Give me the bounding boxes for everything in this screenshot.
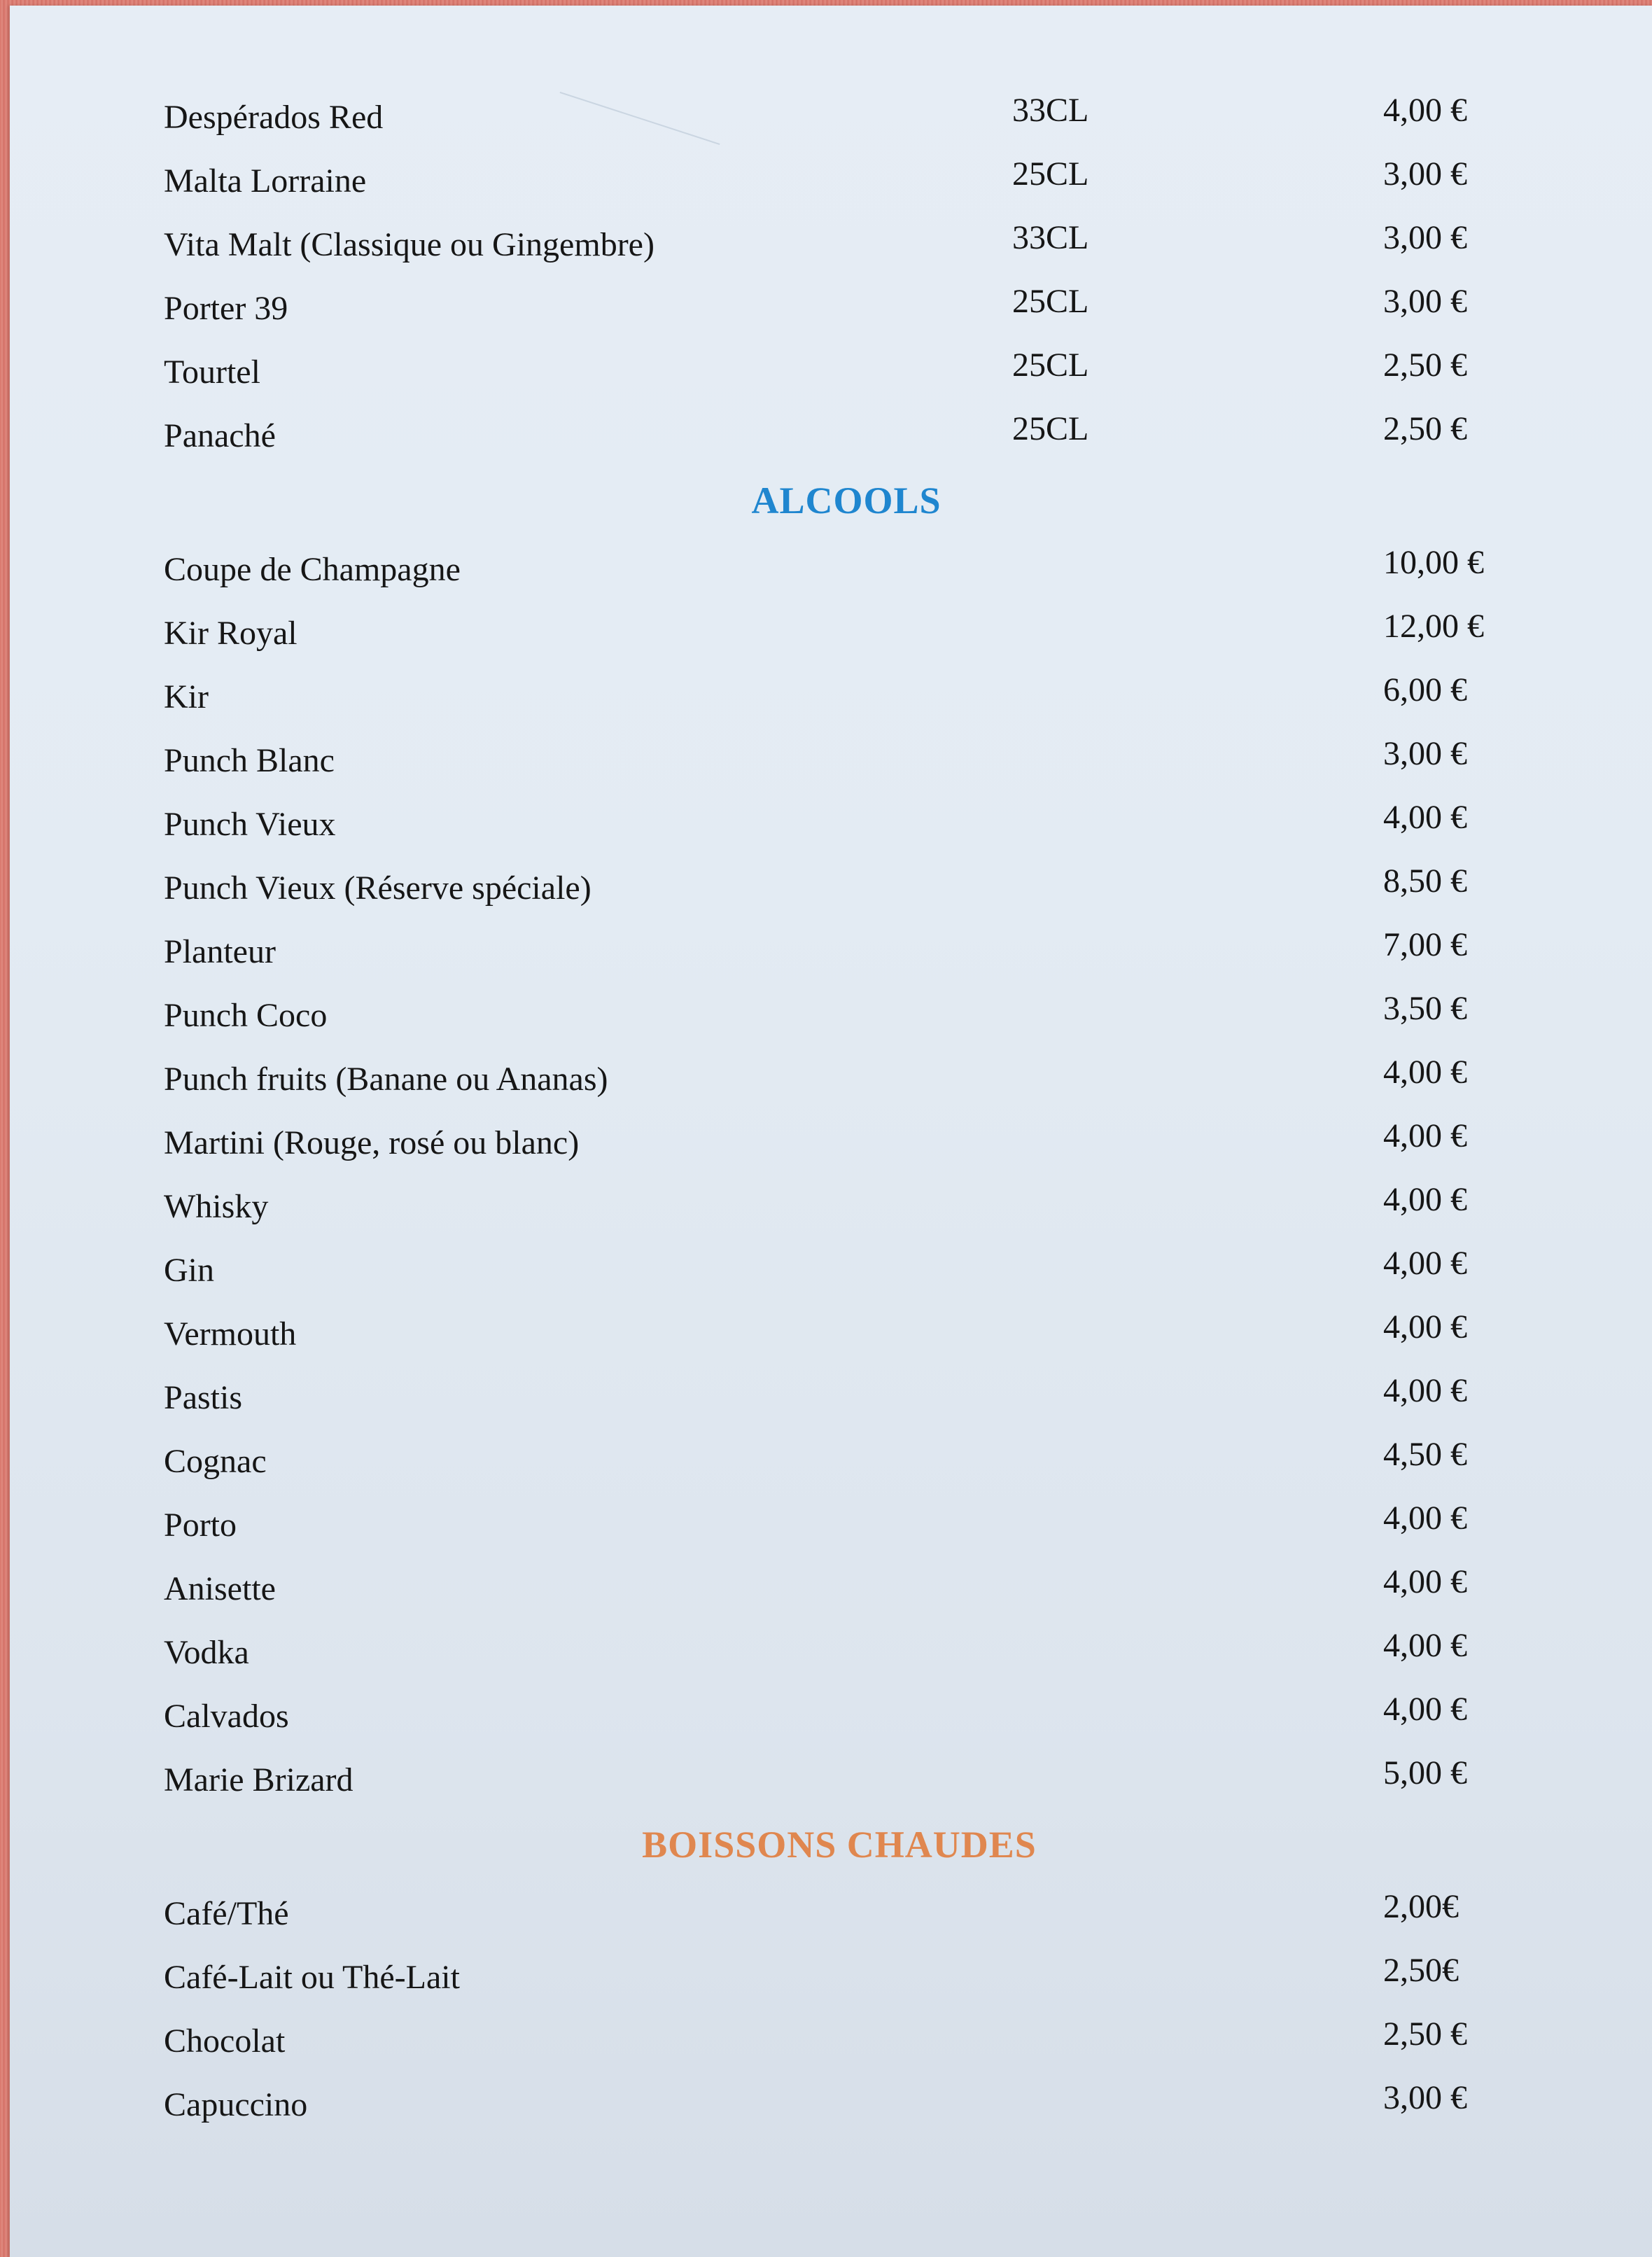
item-price: 4,00 € — [1383, 1691, 1467, 1728]
item-size: 25CL — [1012, 155, 1089, 193]
item-name: Café-Lait ou Thé-Lait — [164, 1959, 460, 1996]
item-name: Vermouth — [164, 1315, 297, 1353]
item-name: Porto — [164, 1507, 237, 1544]
menu-item — [164, 2012, 1508, 2076]
menu-item — [164, 1948, 1508, 2012]
item-price: 2,50 € — [1383, 347, 1467, 384]
item-name: Pastis — [164, 1379, 243, 1416]
item-price: 5,00 € — [1383, 1754, 1467, 1791]
item-price: 3,00 € — [1383, 735, 1467, 772]
boissons-chaudes-list — [164, 1885, 1508, 2139]
item-price: 6,00 € — [1383, 671, 1467, 708]
menu-item — [164, 604, 1508, 668]
item-name: Punch Blanc — [164, 742, 335, 779]
item-name: Cognac — [164, 1443, 267, 1480]
item-name: Kir Royal — [164, 615, 298, 652]
item-price: 4,00 € — [1383, 1627, 1467, 1664]
item-name: Malta Lorraine — [164, 162, 367, 200]
item-name: Marie Brizard — [164, 1761, 354, 1798]
beer-list — [164, 88, 1508, 470]
item-price: 4,00 € — [1383, 1245, 1467, 1282]
item-price: 4,00 € — [1383, 1372, 1467, 1409]
item-price: 3,00 € — [1383, 2079, 1467, 2116]
item-price: 12,00 € — [1383, 608, 1484, 645]
item-name: Coupe de Champagne — [164, 551, 461, 588]
item-name: Punch Vieux — [164, 806, 336, 843]
item-name: Vita Malt (Classique ou Gingembre) — [164, 226, 654, 263]
alcools-list — [164, 540, 1508, 1815]
item-name: Chocolat — [164, 2022, 286, 2060]
item-size: 25CL — [1012, 347, 1089, 384]
item-price: 2,50 € — [1383, 2015, 1467, 2053]
item-price: 4,50 € — [1383, 1436, 1467, 1473]
item-name: Punch Vieux (Réserve spéciale) — [164, 869, 592, 907]
menu-item — [164, 1623, 1508, 1687]
menu-item — [164, 1496, 1508, 1560]
item-size: 33CL — [1012, 219, 1089, 256]
menu-item — [164, 1178, 1508, 1241]
menu-item — [164, 2076, 1508, 2139]
menu-item — [164, 1560, 1508, 1623]
item-name: Tourtel — [164, 354, 260, 391]
menu-sheet — [10, 6, 1652, 2257]
item-price: 8,50 € — [1383, 862, 1467, 900]
item-price: 7,00 € — [1383, 926, 1467, 963]
item-price: 3,00 € — [1383, 283, 1467, 320]
item-price: 4,00 € — [1383, 1117, 1467, 1154]
menu-item — [164, 1432, 1508, 1496]
item-name: Martini (Rouge, rosé ou blanc) — [164, 1124, 580, 1161]
item-name: Punch Coco — [164, 997, 328, 1034]
item-size: 25CL — [1012, 283, 1089, 320]
item-size: 25CL — [1012, 410, 1089, 447]
item-price: 4,00 € — [1383, 1181, 1467, 1218]
menu-item — [164, 795, 1508, 859]
section-heading-alcools — [164, 470, 1508, 540]
item-size: 33CL — [1012, 92, 1089, 129]
item-name: Kir — [164, 678, 209, 715]
drinks-menu — [164, 88, 1508, 2139]
item-price: 2,00€ — [1383, 1888, 1459, 1925]
menu-item — [164, 88, 1508, 152]
item-price: 3,00 € — [1383, 155, 1467, 193]
item-price: 4,00 € — [1383, 1308, 1467, 1346]
menu-item — [164, 1305, 1508, 1369]
menu-item — [164, 986, 1508, 1050]
menu-item — [164, 732, 1508, 795]
menu-item — [164, 1687, 1508, 1751]
menu-item — [164, 1751, 1508, 1815]
item-name: Punch fruits (Banane ou Ananas) — [164, 1061, 608, 1098]
menu-item — [164, 923, 1508, 986]
item-price: 4,00 € — [1383, 1500, 1467, 1537]
section-title: BOISSONS CHAUDES — [642, 1824, 1037, 1866]
menu-item — [164, 1241, 1508, 1305]
menu-item — [164, 540, 1508, 604]
menu-item — [164, 152, 1508, 216]
item-name: Panaché — [164, 417, 276, 454]
item-price: 10,00 € — [1383, 544, 1484, 581]
menu-item — [164, 668, 1508, 732]
item-name: Anisette — [164, 1570, 276, 1607]
item-price: 2,50 € — [1383, 410, 1467, 447]
item-name: Vodka — [164, 1634, 249, 1671]
menu-item — [164, 279, 1508, 343]
menu-item — [164, 216, 1508, 279]
item-price: 4,00 € — [1383, 1563, 1467, 1600]
section-heading-boissons-chaudes — [164, 1815, 1508, 1885]
section-title: ALCOOLS — [751, 480, 941, 522]
menu-item — [164, 1114, 1508, 1178]
item-name: Planteur — [164, 933, 276, 970]
item-price: 4,00 € — [1383, 1054, 1467, 1091]
item-price: 3,50 € — [1383, 990, 1467, 1027]
item-name: Porter 39 — [164, 290, 288, 327]
menu-item — [164, 343, 1508, 407]
item-name: Café/Thé — [164, 1895, 289, 1932]
item-price: 2,50€ — [1383, 1952, 1459, 1989]
item-name: Whisky — [164, 1188, 269, 1225]
item-price: 4,00 € — [1383, 799, 1467, 836]
menu-item — [164, 1369, 1508, 1432]
item-price: 3,00 € — [1383, 219, 1467, 256]
item-name: Calvados — [164, 1698, 289, 1735]
item-name: Despérados Red — [164, 99, 384, 136]
item-name: Capuccino — [164, 2086, 308, 2123]
item-price: 4,00 € — [1383, 92, 1467, 129]
menu-item — [164, 407, 1508, 470]
menu-item — [164, 1050, 1508, 1114]
menu-item — [164, 859, 1508, 923]
menu-item — [164, 1885, 1508, 1948]
item-name: Gin — [164, 1252, 214, 1289]
